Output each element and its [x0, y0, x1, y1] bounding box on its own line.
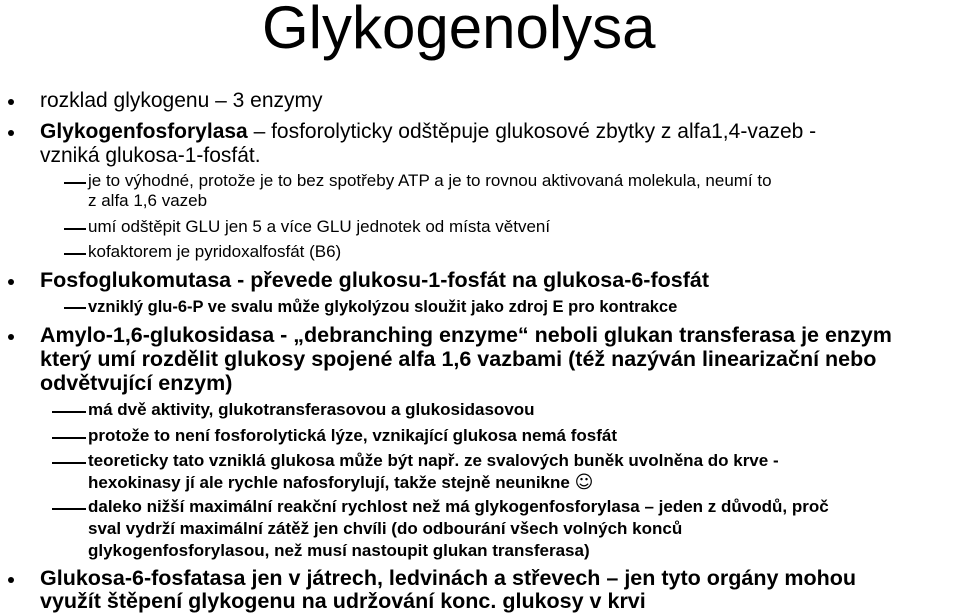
bullet: [8, 334, 14, 340]
list-item: vzniklý glu-6-P ve svalu může glykolýzou sloužit jako zdroj E pro kontrakce: [88, 298, 678, 316]
list-item: [40, 89, 323, 113]
enzyme-name: Amylo-1,6-glukosidasa: [40, 323, 275, 347]
dash: [64, 228, 86, 230]
dash: [64, 182, 86, 184]
item-text: - převede glukosu-1-fosfát na glukosa-6-fosfát: [231, 268, 709, 292]
list-item: [40, 268, 709, 292]
bullet: [8, 99, 14, 105]
item-text: - „debranching enzyme“ neboli glukan transferasa je enzym: [274, 323, 892, 347]
list-item: umí odštěpit GLU jen 5 a více GLU jednotek od místa větvení: [88, 217, 551, 236]
item-text: rozklad glykogenu – 3 enzymy: [40, 89, 323, 112]
list-item: [40, 120, 816, 144]
dash: [52, 411, 86, 413]
item-text: hexokinasy jí ale rychle nafosforylují, takže stejně neunikne: [88, 473, 570, 492]
bullet: [8, 279, 14, 285]
list-item-continuation: který umí rozdělit glukosy spojené alfa 1,6 vazbami (též nazýván linearizační nebo: [40, 347, 877, 371]
dash: [64, 307, 86, 309]
list-item: protože to není fosforolytická lýze, vznikající glukosa nemá fosfát: [88, 426, 618, 445]
slide-title: Glykogenolysa: [262, 0, 656, 61]
dash: [52, 508, 86, 510]
list-item-continuation: z alfa 1,6 vazeb: [88, 191, 208, 210]
enzyme-name: Glykogenfosforylasa: [40, 120, 248, 143]
list-item: Glukosa-6-fosfatasa jen v játrech, ledvinách a střevech – jen tyto orgány mohou: [40, 566, 857, 590]
dash: [52, 462, 86, 464]
list-item: [40, 323, 892, 347]
bullet: [8, 577, 14, 583]
bullet: [8, 130, 14, 136]
list-item: má dvě aktivity, glukotransferasovou a glukosidasovou: [88, 400, 535, 419]
list-item: je to výhodné, protože je to bez spotřeby ATP a je to rovnou aktivovaná molekula, neumí to: [88, 171, 772, 190]
list-item-continuation: vzniká glukosa-1-fosfát.: [40, 144, 261, 167]
list-item: kofaktorem je pyridoxalfosfát (B6): [88, 242, 342, 261]
smiley-icon: ☺: [574, 472, 594, 493]
dash: [64, 253, 86, 255]
enzyme-name: Fosfoglukomutasa: [40, 268, 232, 292]
list-item-continuation: sval vydrží maximální zátěž jen chvíli (do odbourání všech volných konců: [88, 519, 683, 538]
list-item-continuation: glykogenfosforylasou, než musí nastoupit glukan transferasa): [88, 541, 590, 560]
list-item-continuation: [88, 472, 593, 494]
list-item-continuation: využít štěpení glykogenu na udržování konc. glukosy v krvi: [40, 589, 646, 613]
list-item: teoreticky tato vzniklá glukosa může být např. ze svalových buněk uvolněna do krve -: [88, 451, 779, 470]
dash: [52, 437, 86, 439]
list-item-continuation: odvětvující enzym): [40, 371, 233, 395]
list-item: daleko nižší maximální reakční rychlost než má glykogenfosforylasa – jeden z důvodů, proč: [88, 497, 829, 516]
item-text: – fosforolyticky odštěpuje glukosové zbytky z alfa1,4-vazeb -: [247, 120, 817, 143]
